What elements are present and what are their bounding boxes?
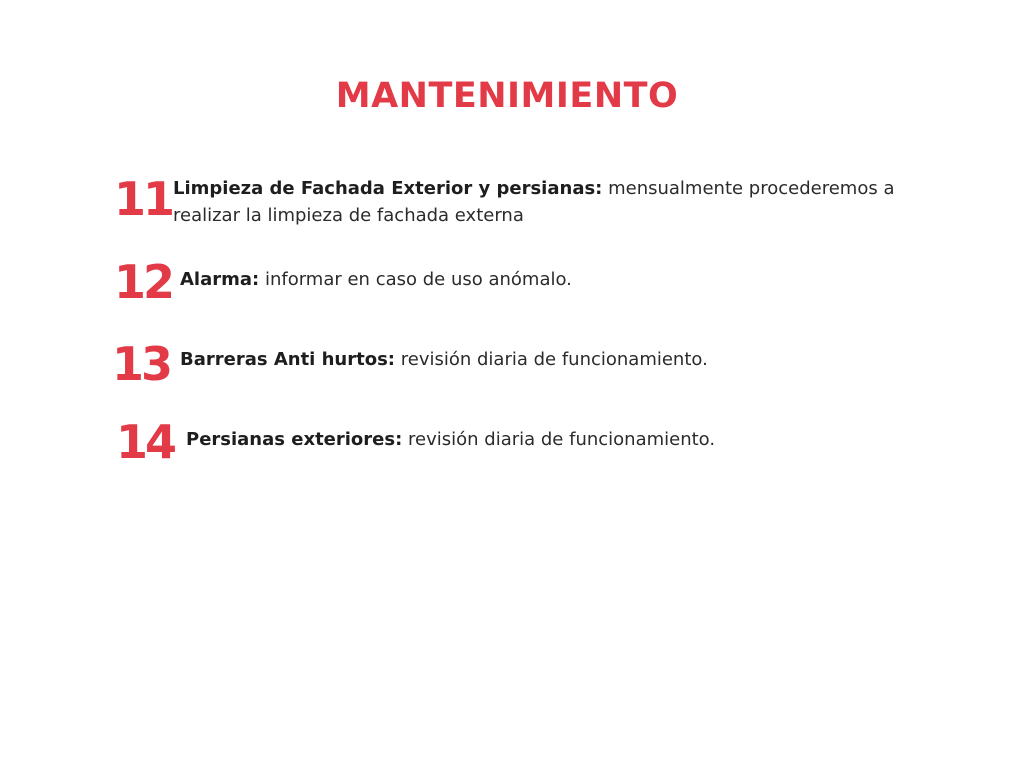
item-label: Limpieza de Fachada Exterior y persianas: xyxy=(173,178,603,199)
item-text: informar en caso de uso anómalo. xyxy=(259,269,572,290)
item-text: revisión diaria de funcionamiento. xyxy=(395,349,708,370)
item-text: mensualmente procederemos a realizar la limpieza de fachada externa xyxy=(173,178,895,226)
item-label: Persianas exteriores: xyxy=(186,429,403,450)
item-label: Alarma: xyxy=(180,269,260,290)
item-description xyxy=(173,175,953,229)
item-description xyxy=(180,266,940,293)
item-number: 12 xyxy=(114,255,173,309)
item-number: 13 xyxy=(112,337,171,391)
item-text: revisión diaria de funcionamiento. xyxy=(402,429,716,450)
item-description xyxy=(180,346,940,373)
page-title: MANTENIMIENTO xyxy=(335,76,679,116)
item-number: 11 xyxy=(114,172,173,226)
item-number: 14 xyxy=(116,415,175,469)
item-description xyxy=(186,426,946,453)
item-label: Barreras Anti hurtos: xyxy=(180,349,396,370)
